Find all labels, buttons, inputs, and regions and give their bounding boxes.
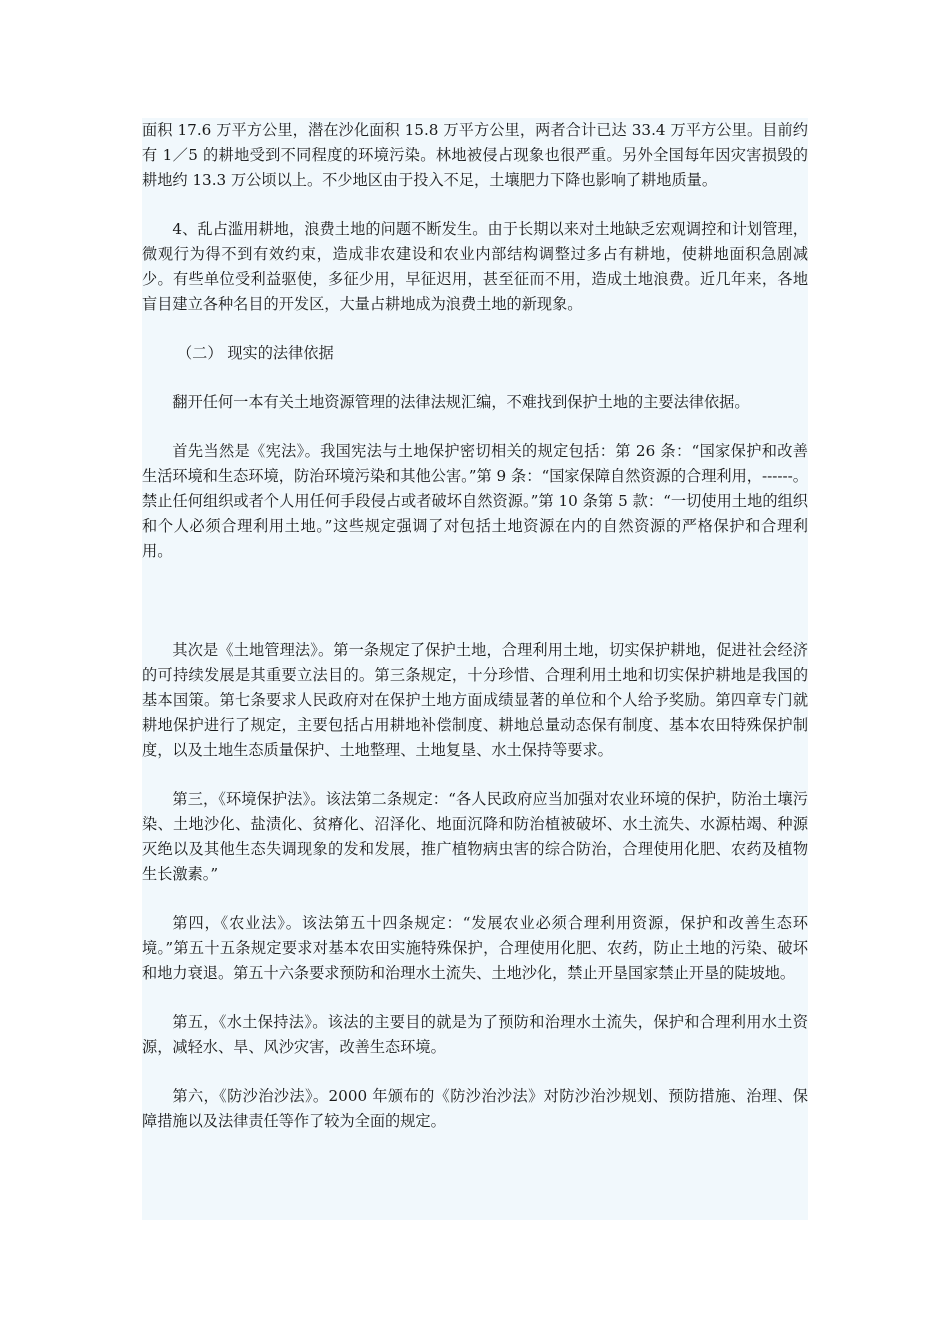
paragraph-gap: [142, 986, 808, 1010]
paragraph-gap: [142, 887, 808, 911]
paragraph-desertification: 面积 17.6 万平方公里，潜在沙化面积 15.8 万平方公里，两者合计已达 33.4 万平方公里。目前约有 1／5 的耕地受到不同程度的环境污染。林地被侵占现象也很严重。另外全国每年因灾害损毁的耕地约 13.3 万公顷以上。不少地区由于投入不足，土壤肥力下降也影响了耕地质量。: [142, 121, 808, 189]
paragraph-gap-large: [142, 564, 808, 638]
paragraph-environmental-protection-law: 第三，《环境保护法》。该法第二条规定：“各人民政府应当加强对农业环境的保护，防治土壤污染、土地沙化、盐渍化、贫瘠化、沼泽化、地面沉降和防治植被破坏、水土流失、水源枯竭、种源灭绝以及其他生态失调现象的发和发展，推广植物病虫害的综合防治，合理使用化肥、农药及植物生长激素。”: [142, 790, 808, 883]
paragraph-gap: [142, 415, 808, 439]
paragraph-gap: [142, 317, 808, 341]
paragraph-gap: [142, 1060, 808, 1084]
paragraph-legal-intro: 翻开任何一本有关土地资源管理的法律法规汇编，不难找到保护土地的主要法律依据。: [172, 393, 750, 411]
paragraph-land-management-law: 其次是《土地管理法》。第一条规定了保护土地，合理利用土地，切实保护耕地，促进社会经济的可持续发展是其重要立法目的。第三条规定，十分珍惜、合理利用土地和切实保护耕地是我国的基本国策。第七条要求人民政府对在保护土地方面成绩显著的单位和个人给予奖励。第四章专门就耕地保护进行了规定，主要包括占用耕地补偿制度、耕地总量动态保有制度、基本农田特殊保护制度，以及土地生态质量保护、土地整理、土地复垦、水土保持等要求。: [142, 641, 808, 759]
paragraph-agriculture-law: 第四，《农业法》。该法第五十四条规定：“发展农业必须合理利用资源，保护和改善生态环境。”第五十五条规定要求对基本农田实施特殊保护，合理使用化肥、农药，防止土地的污染、破坏和地力衰退。第五十六条要求预防和治理水土流失、土地沙化，禁止开垦国家禁止开垦的陡坡地。: [142, 914, 808, 982]
paragraph-gap: [142, 193, 808, 217]
paragraph-soil-conservation-law: 第五，《水土保持法》。该法的主要目的就是为了预防和治理水土流失，保护和合理利用水土资源，减轻水、旱、风沙灾害，改善生态环境。: [142, 1013, 808, 1056]
section-heading-legal-basis: （二） 现实的法律依据: [176, 344, 334, 362]
paragraph-constitution: 首先当然是《宪法》。我国宪法与土地保护密切相关的规定包括：第 26 条：“国家保护和改善生活环境和生态环境，防治环境污染和其他公害。”第 9 条：“国家保障自然资源的合理利用，------。禁止任何组织或者个人用任何手段侵占或者破坏自然资源。”第 10 条第 5 款：“一切使用土地的组织和个人必须合理利用土地。”这些规定强调了对包括土地资源在内的自然资源的严格保护和合理利用。: [142, 442, 808, 560]
paragraph-land-misuse: 4、乱占滥用耕地，浪费土地的问题不断发生。由于长期以来对土地缺乏宏观调控和计划管理，微观行为得不到有效约束，造成非农建设和农业内部结构调整过多占有耕地，使耕地面积急剧减少。有些单位受利益驱使，多征少用，早征迟用，甚至征而不用，造成土地浪费。近几年来，各地盲目建立各种名目的开发区，大量占耕地成为浪费土地的新现象。: [142, 220, 808, 313]
paragraph-gap: [142, 366, 808, 390]
document-body: [142, 118, 808, 1220]
paragraph-gap: [142, 763, 808, 787]
paragraph-desert-prevention-law: 第六，《防沙治沙法》。2000 年颁布的《防沙治沙法》对防沙治沙规划、预防措施、治理、保障措施以及法律责任等作了较为全面的规定。: [142, 1087, 808, 1130]
